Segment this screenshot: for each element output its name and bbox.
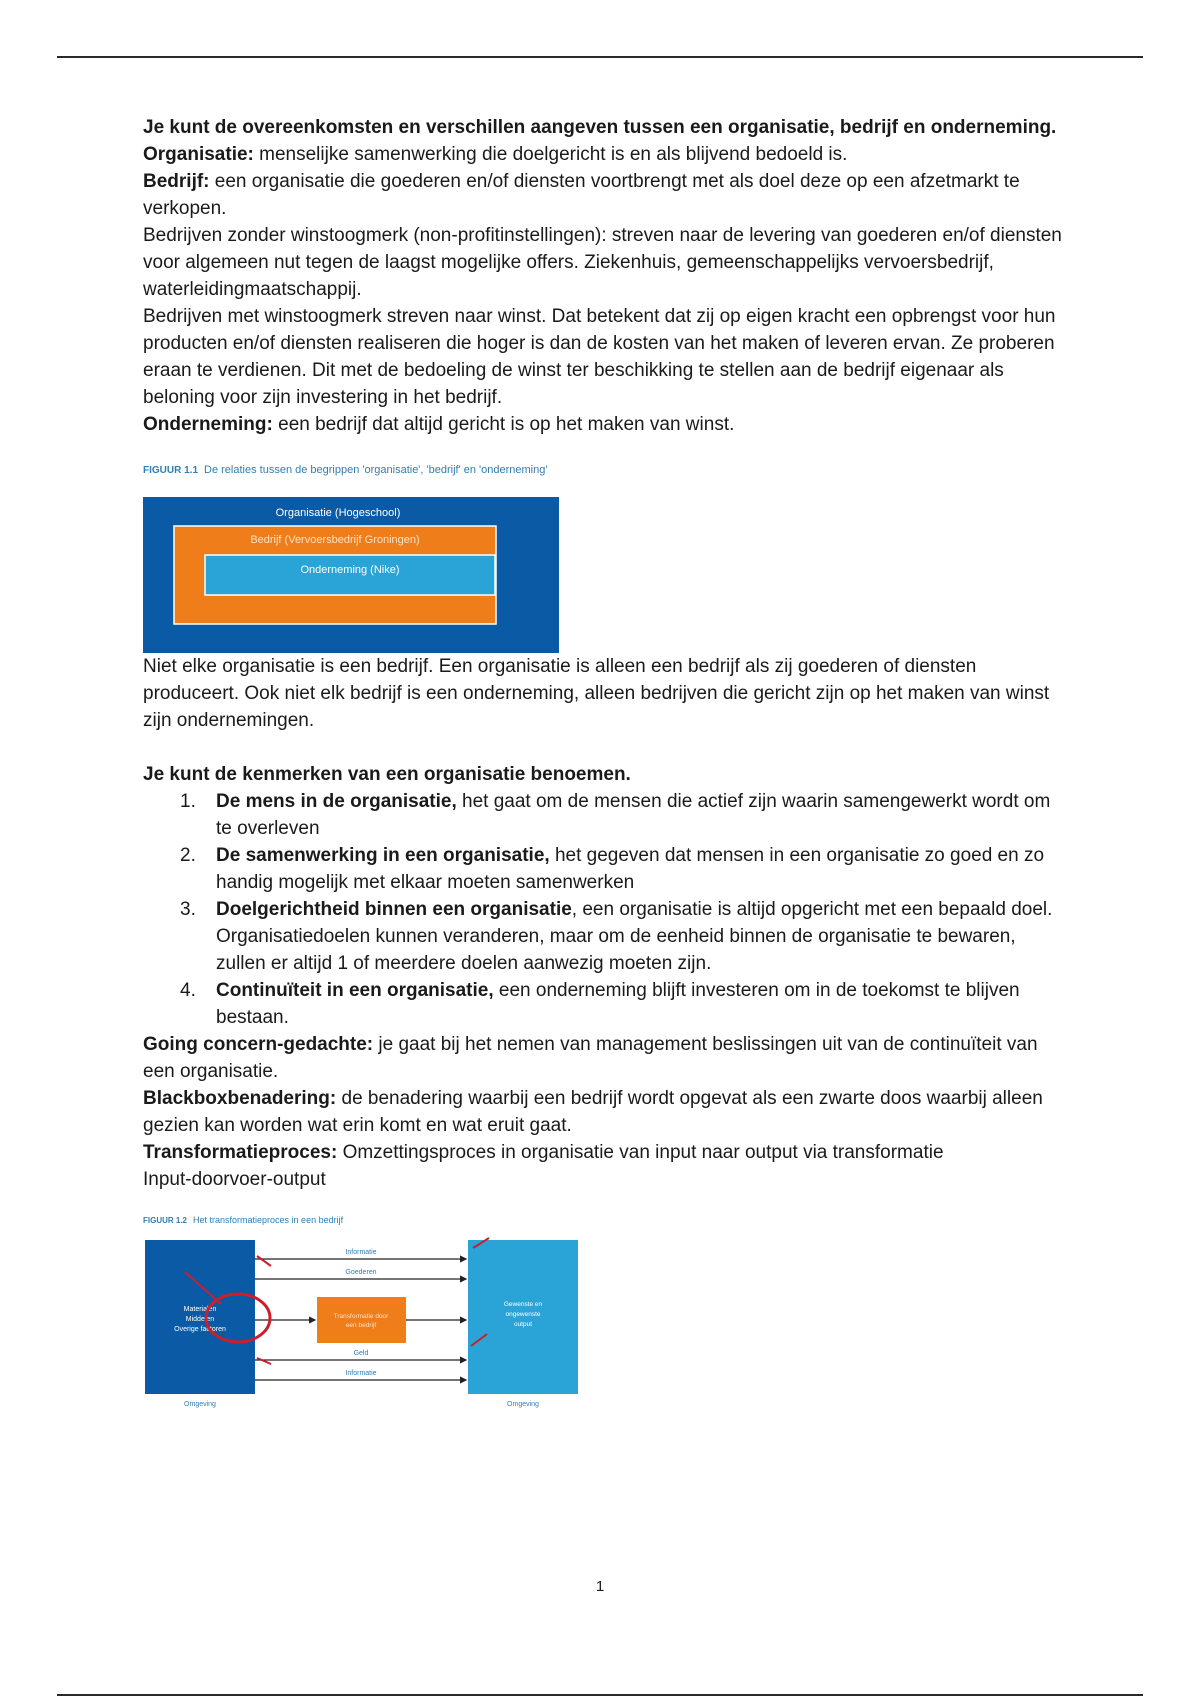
list-item: 2. De samenwerking in een organisatie, het gegeven dat mensen in een organisatie zo goed en zo handig mogelijk met elkaar moeten samenwerken [180, 845, 1045, 893]
left-box-line3: Overige factoren [174, 1326, 226, 1333]
paragraph-profit: Bedrijven met winstoogmerk streven naar winst. Dat betekent dat zij op eigen kracht een opbrengst voor hun producten en/of diensten realiseren die hoger is dan de kosten van het maken of leveren ervan. Ze proberen eraan te verdienen. Dit met de bedoeling de winst ter beschikking te stellen aan de bedrijf eigenaar als beloning voor zijn investering in het bedrijf. [143, 306, 1056, 408]
figure1-caption: FIGUUR 1.1 De relaties tussen de begrippen 'organisatie', 'bedrijf' en 'onderneming' [143, 464, 548, 476]
environment-left-label: Omgeving [184, 1401, 216, 1408]
figure2-caption: FIGUUR 1.2 Het transformatieproces in een bedrijf [143, 1215, 344, 1225]
list-item: 4. Continuïteit in een organisatie, een onderneming blijft investeren om in de toekomst te blijven bestaan. [180, 980, 1020, 1028]
environment-right-label: Omgeving [507, 1401, 539, 1408]
paragraph-after-figure1: Niet elke organisatie is een bedrijf. Een organisatie is alleen een bedrijf als zij goederen of diensten produceert. Ook niet elk bedrijf is een onderneming, alleen bedrijven die gericht zijn op het maken van winst zijn ondernemingen. [143, 656, 1050, 731]
center-box-line1: Transformatie door [333, 1313, 389, 1320]
section1-heading: Je kunt de overeenkomsten en verschillen aangeven tussen een organisatie, bedrijf en onderneming. [143, 117, 1057, 138]
page-number: 1 [595, 1578, 605, 1595]
label-goederen: Goederen [345, 1269, 377, 1276]
red-annotation-stroke [257, 1256, 271, 1266]
definition-organisatie: Organisatie: menselijke samenwerking die doelgericht is en als blijvend bedoeld is. [143, 144, 848, 165]
figure1-inner-label: Onderneming (Nike) [300, 564, 400, 576]
right-box-line1: Gewenste en [503, 1301, 543, 1308]
right-box-line2: ongewenste [505, 1311, 541, 1318]
definition-transformatieproces: Transformatieproces: Omzettingsproces in organisatie van input naar output via transformatie [143, 1142, 944, 1163]
definition-onderneming: Onderneming: een bedrijf dat altijd gericht is op het maken van winst. [143, 414, 735, 435]
footer-rule [57, 1694, 1143, 1696]
paragraph-nonprofit: Bedrijven zonder winstoogmerk (non-profitinstellingen): streven naar de levering van goederen en/of diensten voor algemeen nut tegen de laagst mogelijke offers. Ziekenhuis, gemeenschappelijks vervoersbedrijf, waterleidingmaatschappij. [143, 225, 1062, 300]
input-doorvoer-output: Input-doorvoer-output [143, 1169, 326, 1190]
section2-heading: Je kunt de kenmerken van een organisatie benoemen. [143, 764, 631, 785]
definition-blackbox: Blackboxbenadering: de benadering waarbij een bedrijf wordt opgevat als een zwarte doos waarbij alleen gezien kan worden wat erin komt en wat eruit gaat. [143, 1088, 1043, 1136]
list-item: 1. De mens in de organisatie, het gaat om de mensen die actief zijn waarin samengewerkt wordt om te overleven [180, 791, 1051, 839]
figure1-middle-label: Bedrijf (Vervoersbedrijf Groningen) [250, 534, 420, 546]
definition-bedrijf: Bedrijf: een organisatie die goederen en/of diensten voortbrengt met als doel deze op een afzetmarkt te verkopen. [143, 171, 1020, 219]
label-geld: Geld [353, 1350, 369, 1357]
header-rule [57, 56, 1143, 58]
label-informatie-bottom: Informatie [345, 1370, 377, 1377]
kenmerken-list [143, 788, 1063, 1031]
document-body [143, 114, 1063, 1414]
label-informatie-top: Informatie [345, 1249, 377, 1256]
list-item: 3. Doelgerichtheid binnen een organisatie, een organisatie is altijd opgericht met een bepaald doel. Organisatiedoelen kunnen veranderen, maar om de eenheid binnen de organisatie te bewaren, zullen er altijd 1 of meerdere doelen aanwezig moeten zijn. [180, 899, 1053, 974]
left-box-line1: Materialen [183, 1306, 217, 1313]
left-box-line2: Middelen [185, 1316, 215, 1323]
figure2-transformation-diagram [143, 1234, 583, 1414]
center-box-line2: een bedrijf [345, 1322, 377, 1329]
red-annotation-stroke [257, 1358, 271, 1364]
right-box-line3: output [513, 1321, 533, 1328]
figure2-center-box [317, 1297, 406, 1343]
figure1-nested-diagram [143, 497, 563, 653]
definition-going-concern: Going concern-gedachte: je gaat bij het nemen van management beslissingen uit van de continuïteit van een organisatie. [143, 1034, 1038, 1082]
figure1-outer-label: Organisatie (Hogeschool) [275, 507, 401, 519]
